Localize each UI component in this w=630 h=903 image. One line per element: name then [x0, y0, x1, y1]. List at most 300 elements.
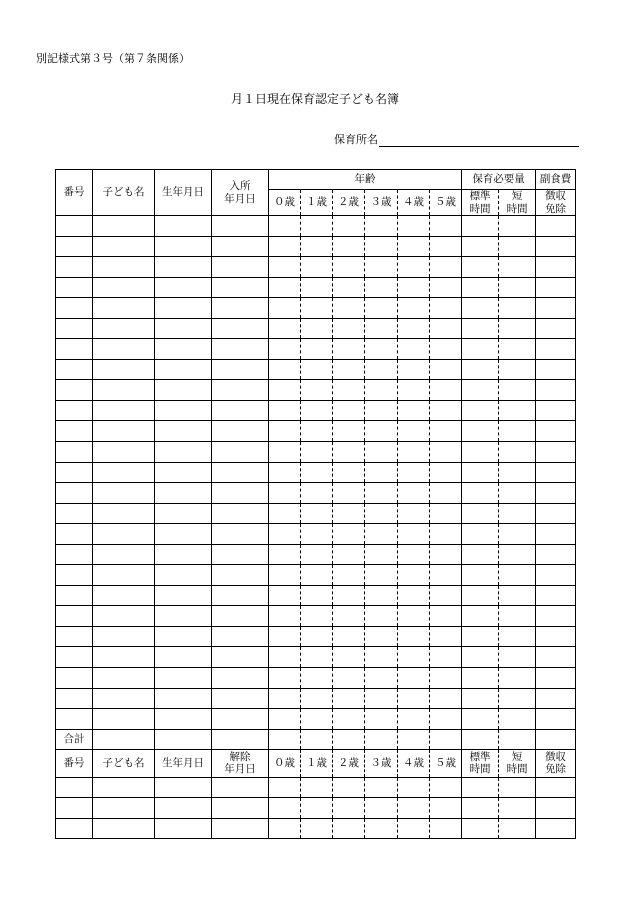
cell-age-3[interactable]	[365, 380, 398, 401]
cell-number[interactable]	[56, 777, 93, 798]
cell-short[interactable]	[499, 503, 536, 524]
cell-age-3[interactable]	[365, 798, 398, 819]
cell-age-2[interactable]	[333, 483, 365, 504]
cell-age-4[interactable]	[398, 503, 430, 524]
cell-number[interactable]	[56, 318, 93, 339]
cell-date[interactable]	[212, 298, 269, 319]
cell-number[interactable]	[56, 339, 93, 360]
cell-exempt[interactable]	[536, 442, 576, 463]
cell-age-1[interactable]	[301, 359, 333, 380]
cell-short[interactable]	[499, 626, 536, 647]
cell-age-3[interactable]	[365, 688, 398, 709]
cell-short[interactable]	[499, 318, 536, 339]
cell-exempt[interactable]	[536, 503, 576, 524]
cell-birthdate[interactable]	[155, 380, 212, 401]
cell-birthdate[interactable]	[155, 421, 212, 442]
cell-standard[interactable]	[462, 606, 499, 627]
cell-exempt[interactable]	[536, 216, 576, 237]
cell-age-5[interactable]	[430, 236, 462, 257]
cell-age-3[interactable]	[365, 339, 398, 360]
cell-number[interactable]	[56, 400, 93, 421]
cell-age-2[interactable]	[333, 339, 365, 360]
cell-age-3[interactable]	[365, 668, 398, 689]
cell-child-name[interactable]	[93, 544, 155, 565]
cell-date[interactable]	[212, 339, 269, 360]
cell-age-2[interactable]	[333, 380, 365, 401]
cell-age-3[interactable]	[365, 524, 398, 545]
cell-age-2[interactable]	[333, 626, 365, 647]
cell-date[interactable]	[212, 318, 269, 339]
cell-standard[interactable]	[462, 777, 499, 798]
cell-age-3[interactable]	[365, 585, 398, 606]
cell-age-4[interactable]	[398, 442, 430, 463]
cell-age-0[interactable]	[269, 668, 301, 689]
cell-age-5[interactable]	[430, 483, 462, 504]
cell-age-1[interactable]	[301, 503, 333, 524]
cell-age-3[interactable]	[365, 298, 398, 319]
cell-short[interactable]	[499, 606, 536, 627]
cell-standard[interactable]	[462, 524, 499, 545]
cell-age-5[interactable]	[430, 298, 462, 319]
cell-standard[interactable]	[462, 565, 499, 586]
cell-number[interactable]	[56, 503, 93, 524]
cell-birthdate[interactable]	[155, 277, 212, 298]
cell-age-0[interactable]	[269, 524, 301, 545]
cell-exempt[interactable]	[536, 729, 576, 749]
cell-short[interactable]	[499, 421, 536, 442]
cell-age-2[interactable]	[333, 524, 365, 545]
cell-birthdate[interactable]	[155, 709, 212, 730]
cell-standard[interactable]	[462, 400, 499, 421]
cell-date[interactable]	[212, 462, 269, 483]
cell-standard[interactable]	[462, 277, 499, 298]
cell-exempt[interactable]	[536, 236, 576, 257]
cell-birthdate[interactable]	[155, 544, 212, 565]
cell-age-1[interactable]	[301, 647, 333, 668]
cell-birthdate[interactable]	[155, 668, 212, 689]
cell-age-5[interactable]	[430, 668, 462, 689]
cell-age-1[interactable]	[301, 216, 333, 237]
cell-age-4[interactable]	[398, 544, 430, 565]
cell-date[interactable]	[212, 421, 269, 442]
cell-age-5[interactable]	[430, 380, 462, 401]
cell-date[interactable]	[212, 709, 269, 730]
cell-child-name[interactable]	[93, 216, 155, 237]
cell-number[interactable]	[56, 277, 93, 298]
cell-exempt[interactable]	[536, 339, 576, 360]
cell-number[interactable]	[56, 236, 93, 257]
cell-child-name[interactable]	[93, 462, 155, 483]
cell-age-0[interactable]	[269, 585, 301, 606]
cell-exempt[interactable]	[536, 544, 576, 565]
cell-age-2[interactable]	[333, 442, 365, 463]
cell-age-5[interactable]	[430, 257, 462, 278]
cell-exempt[interactable]	[536, 798, 576, 819]
cell-age-1[interactable]	[301, 798, 333, 819]
cell-short[interactable]	[499, 277, 536, 298]
cell-child-name[interactable]	[93, 585, 155, 606]
cell-birthdate[interactable]	[155, 318, 212, 339]
cell-age-4[interactable]	[398, 216, 430, 237]
cell-standard[interactable]	[462, 318, 499, 339]
cell-age-2[interactable]	[333, 668, 365, 689]
cell-exempt[interactable]	[536, 777, 576, 798]
cell-date[interactable]	[212, 277, 269, 298]
cell-short[interactable]	[499, 585, 536, 606]
cell-age-2[interactable]	[333, 544, 365, 565]
cell-age-0[interactable]	[269, 421, 301, 442]
cell-birthdate[interactable]	[155, 565, 212, 586]
cell-number[interactable]	[56, 359, 93, 380]
cell-number[interactable]	[56, 688, 93, 709]
cell-child-name[interactable]	[93, 668, 155, 689]
cell-age-3[interactable]	[365, 626, 398, 647]
cell-age-0[interactable]	[269, 216, 301, 237]
cell-age-3[interactable]	[365, 503, 398, 524]
cell-age-1[interactable]	[301, 544, 333, 565]
cell-child-name[interactable]	[93, 442, 155, 463]
cell-age-4[interactable]	[398, 339, 430, 360]
cell-exempt[interactable]	[536, 524, 576, 545]
cell-exempt[interactable]	[536, 647, 576, 668]
cell-child-name[interactable]	[93, 729, 155, 749]
cell-age-3[interactable]	[365, 709, 398, 730]
cell-age-3[interactable]	[365, 462, 398, 483]
cell-short[interactable]	[499, 647, 536, 668]
cell-birthdate[interactable]	[155, 400, 212, 421]
cell-standard[interactable]	[462, 503, 499, 524]
cell-age-0[interactable]	[269, 400, 301, 421]
cell-age-2[interactable]	[333, 277, 365, 298]
cell-date[interactable]	[212, 626, 269, 647]
cell-exempt[interactable]	[536, 462, 576, 483]
cell-age-2[interactable]	[333, 565, 365, 586]
cell-exempt[interactable]	[536, 626, 576, 647]
cell-age-4[interactable]	[398, 421, 430, 442]
cell-birthdate[interactable]	[155, 483, 212, 504]
cell-date[interactable]	[212, 544, 269, 565]
cell-short[interactable]	[499, 524, 536, 545]
cell-age-3[interactable]	[365, 421, 398, 442]
cell-standard[interactable]	[462, 647, 499, 668]
cell-age-3[interactable]	[365, 216, 398, 237]
cell-standard[interactable]	[462, 818, 499, 839]
cell-short[interactable]	[499, 544, 536, 565]
cell-age-1[interactable]	[301, 442, 333, 463]
cell-standard[interactable]	[462, 483, 499, 504]
cell-age-1[interactable]	[301, 729, 333, 749]
cell-age-5[interactable]	[430, 359, 462, 380]
cell-age-1[interactable]	[301, 380, 333, 401]
cell-age-3[interactable]	[365, 442, 398, 463]
cell-birthdate[interactable]	[155, 688, 212, 709]
cell-exempt[interactable]	[536, 318, 576, 339]
cell-age-5[interactable]	[430, 318, 462, 339]
cell-age-4[interactable]	[398, 483, 430, 504]
cell-child-name[interactable]	[93, 421, 155, 442]
cell-exempt[interactable]	[536, 359, 576, 380]
cell-birthdate[interactable]	[155, 236, 212, 257]
cell-date[interactable]	[212, 524, 269, 545]
cell-date[interactable]	[212, 729, 269, 749]
cell-birthdate[interactable]	[155, 647, 212, 668]
cell-exempt[interactable]	[536, 606, 576, 627]
cell-age-5[interactable]	[430, 606, 462, 627]
cell-birthdate[interactable]	[155, 503, 212, 524]
cell-number[interactable]	[56, 709, 93, 730]
cell-short[interactable]	[499, 216, 536, 237]
cell-number[interactable]	[56, 626, 93, 647]
cell-age-1[interactable]	[301, 462, 333, 483]
cell-child-name[interactable]	[93, 339, 155, 360]
cell-date[interactable]	[212, 798, 269, 819]
cell-age-0[interactable]	[269, 318, 301, 339]
cell-age-3[interactable]	[365, 483, 398, 504]
cell-standard[interactable]	[462, 626, 499, 647]
cell-age-1[interactable]	[301, 339, 333, 360]
cell-exempt[interactable]	[536, 709, 576, 730]
cell-age-2[interactable]	[333, 503, 365, 524]
cell-age-5[interactable]	[430, 647, 462, 668]
cell-age-1[interactable]	[301, 565, 333, 586]
cell-standard[interactable]	[462, 462, 499, 483]
cell-age-0[interactable]	[269, 483, 301, 504]
cell-age-0[interactable]	[269, 503, 301, 524]
cell-standard[interactable]	[462, 236, 499, 257]
cell-number[interactable]	[56, 818, 93, 839]
cell-age-0[interactable]	[269, 626, 301, 647]
cell-date[interactable]	[212, 257, 269, 278]
cell-age-3[interactable]	[365, 606, 398, 627]
cell-birthdate[interactable]	[155, 298, 212, 319]
cell-date[interactable]	[212, 647, 269, 668]
cell-date[interactable]	[212, 503, 269, 524]
cell-short[interactable]	[499, 565, 536, 586]
cell-age-3[interactable]	[365, 729, 398, 749]
cell-birthdate[interactable]	[155, 359, 212, 380]
cell-standard[interactable]	[462, 442, 499, 463]
cell-child-name[interactable]	[93, 298, 155, 319]
cell-age-2[interactable]	[333, 818, 365, 839]
cell-age-3[interactable]	[365, 257, 398, 278]
cell-date[interactable]	[212, 585, 269, 606]
cell-age-1[interactable]	[301, 421, 333, 442]
cell-short[interactable]	[499, 257, 536, 278]
cell-age-4[interactable]	[398, 647, 430, 668]
cell-standard[interactable]	[462, 585, 499, 606]
cell-age-4[interactable]	[398, 236, 430, 257]
cell-date[interactable]	[212, 236, 269, 257]
cell-short[interactable]	[499, 380, 536, 401]
cell-age-1[interactable]	[301, 298, 333, 319]
cell-short[interactable]	[499, 729, 536, 749]
cell-age-4[interactable]	[398, 668, 430, 689]
cell-age-2[interactable]	[333, 777, 365, 798]
cell-age-4[interactable]	[398, 318, 430, 339]
cell-birthdate[interactable]	[155, 818, 212, 839]
cell-age-5[interactable]	[430, 277, 462, 298]
cell-age-1[interactable]	[301, 524, 333, 545]
cell-age-2[interactable]	[333, 688, 365, 709]
cell-number[interactable]	[56, 421, 93, 442]
cell-age-0[interactable]	[269, 236, 301, 257]
cell-child-name[interactable]	[93, 524, 155, 545]
cell-age-4[interactable]	[398, 359, 430, 380]
cell-exempt[interactable]	[536, 818, 576, 839]
cell-child-name[interactable]	[93, 236, 155, 257]
cell-age-2[interactable]	[333, 359, 365, 380]
cell-age-5[interactable]	[430, 818, 462, 839]
cell-number[interactable]	[56, 380, 93, 401]
cell-standard[interactable]	[462, 688, 499, 709]
cell-age-1[interactable]	[301, 709, 333, 730]
cell-standard[interactable]	[462, 359, 499, 380]
cell-age-2[interactable]	[333, 647, 365, 668]
cell-standard[interactable]	[462, 709, 499, 730]
cell-birthdate[interactable]	[155, 729, 212, 749]
cell-age-0[interactable]	[269, 688, 301, 709]
cell-birthdate[interactable]	[155, 524, 212, 545]
cell-age-0[interactable]	[269, 359, 301, 380]
cell-age-4[interactable]	[398, 777, 430, 798]
cell-age-4[interactable]	[398, 257, 430, 278]
cell-standard[interactable]	[462, 216, 499, 237]
cell-short[interactable]	[499, 818, 536, 839]
cell-child-name[interactable]	[93, 647, 155, 668]
cell-number[interactable]	[56, 442, 93, 463]
cell-age-5[interactable]	[430, 688, 462, 709]
cell-age-2[interactable]	[333, 257, 365, 278]
cell-age-0[interactable]	[269, 565, 301, 586]
cell-date[interactable]	[212, 400, 269, 421]
cell-number[interactable]	[56, 585, 93, 606]
cell-age-2[interactable]	[333, 462, 365, 483]
cell-number[interactable]	[56, 257, 93, 278]
cell-standard[interactable]	[462, 798, 499, 819]
cell-date[interactable]	[212, 359, 269, 380]
cell-age-5[interactable]	[430, 798, 462, 819]
cell-age-2[interactable]	[333, 709, 365, 730]
cell-child-name[interactable]	[93, 277, 155, 298]
cell-child-name[interactable]	[93, 565, 155, 586]
cell-date[interactable]	[212, 565, 269, 586]
cell-age-1[interactable]	[301, 606, 333, 627]
cell-standard[interactable]	[462, 668, 499, 689]
cell-number[interactable]	[56, 565, 93, 586]
cell-child-name[interactable]	[93, 798, 155, 819]
cell-child-name[interactable]	[93, 818, 155, 839]
cell-age-1[interactable]	[301, 585, 333, 606]
cell-age-3[interactable]	[365, 777, 398, 798]
cell-age-2[interactable]	[333, 318, 365, 339]
cell-number[interactable]	[56, 668, 93, 689]
cell-short[interactable]	[499, 298, 536, 319]
cell-age-4[interactable]	[398, 626, 430, 647]
cell-date[interactable]	[212, 483, 269, 504]
cell-age-5[interactable]	[430, 626, 462, 647]
cell-child-name[interactable]	[93, 688, 155, 709]
cell-age-0[interactable]	[269, 257, 301, 278]
cell-age-4[interactable]	[398, 277, 430, 298]
cell-child-name[interactable]	[93, 606, 155, 627]
cell-birthdate[interactable]	[155, 442, 212, 463]
cell-birthdate[interactable]	[155, 777, 212, 798]
cell-birthdate[interactable]	[155, 606, 212, 627]
cell-exempt[interactable]	[536, 565, 576, 586]
cell-age-2[interactable]	[333, 236, 365, 257]
cell-age-5[interactable]	[430, 585, 462, 606]
cell-age-0[interactable]	[269, 277, 301, 298]
cell-child-name[interactable]	[93, 503, 155, 524]
cell-short[interactable]	[499, 359, 536, 380]
cell-standard[interactable]	[462, 380, 499, 401]
cell-age-4[interactable]	[398, 798, 430, 819]
cell-age-3[interactable]	[365, 318, 398, 339]
cell-age-4[interactable]	[398, 729, 430, 749]
cell-child-name[interactable]	[93, 380, 155, 401]
cell-age-0[interactable]	[269, 798, 301, 819]
cell-age-0[interactable]	[269, 442, 301, 463]
cell-standard[interactable]	[462, 339, 499, 360]
cell-age-3[interactable]	[365, 236, 398, 257]
cell-birthdate[interactable]	[155, 216, 212, 237]
cell-standard[interactable]	[462, 298, 499, 319]
cell-short[interactable]	[499, 777, 536, 798]
cell-date[interactable]	[212, 668, 269, 689]
cell-date[interactable]	[212, 606, 269, 627]
cell-birthdate[interactable]	[155, 257, 212, 278]
cell-age-5[interactable]	[430, 442, 462, 463]
cell-age-0[interactable]	[269, 709, 301, 730]
cell-date[interactable]	[212, 688, 269, 709]
cell-age-3[interactable]	[365, 565, 398, 586]
cell-age-1[interactable]	[301, 318, 333, 339]
cell-exempt[interactable]	[536, 277, 576, 298]
cell-number[interactable]	[56, 798, 93, 819]
cell-number[interactable]	[56, 606, 93, 627]
cell-short[interactable]	[499, 668, 536, 689]
cell-birthdate[interactable]	[155, 798, 212, 819]
cell-age-1[interactable]	[301, 777, 333, 798]
cell-standard[interactable]	[462, 257, 499, 278]
cell-exempt[interactable]	[536, 298, 576, 319]
cell-child-name[interactable]	[93, 257, 155, 278]
cell-short[interactable]	[499, 688, 536, 709]
cell-age-4[interactable]	[398, 380, 430, 401]
cell-date[interactable]	[212, 777, 269, 798]
facility-name-field[interactable]	[334, 131, 579, 147]
cell-date[interactable]	[212, 442, 269, 463]
cell-age-2[interactable]	[333, 421, 365, 442]
cell-child-name[interactable]	[93, 359, 155, 380]
cell-short[interactable]	[499, 709, 536, 730]
cell-child-name[interactable]	[93, 400, 155, 421]
cell-age-1[interactable]	[301, 626, 333, 647]
cell-age-1[interactable]	[301, 818, 333, 839]
cell-number[interactable]	[56, 647, 93, 668]
cell-age-5[interactable]	[430, 565, 462, 586]
facility-name-line[interactable]	[379, 134, 579, 147]
cell-child-name[interactable]	[93, 626, 155, 647]
cell-age-4[interactable]	[398, 818, 430, 839]
cell-age-3[interactable]	[365, 647, 398, 668]
cell-date[interactable]	[212, 216, 269, 237]
cell-short[interactable]	[499, 400, 536, 421]
cell-age-4[interactable]	[398, 524, 430, 545]
cell-age-5[interactable]	[430, 339, 462, 360]
cell-date[interactable]	[212, 380, 269, 401]
cell-exempt[interactable]	[536, 257, 576, 278]
